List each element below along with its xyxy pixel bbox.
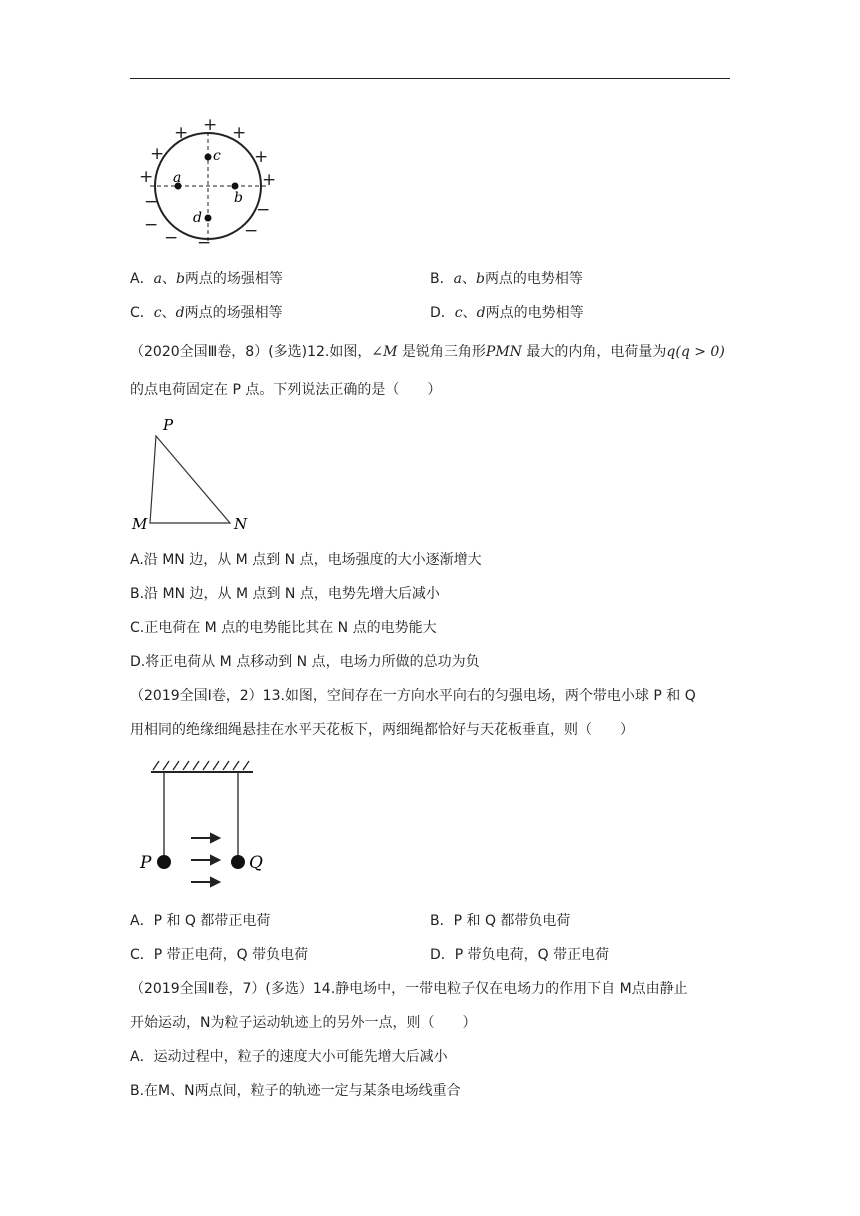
pendulum-charges-figure [135,758,275,896]
vertex-n-label: N [234,515,248,533]
triangle-pmn [150,436,230,523]
label-c: c [213,148,221,164]
plus-sign: + [254,147,269,167]
minus-sign: − [144,192,159,212]
q12-stem-line2: 的点电荷固定在 P 点。下列说法正确的是（ ） [130,382,442,398]
q14-option-a: A．运动过程中，粒子的速度大小可能先增大后减小 [130,1049,448,1065]
charged-sphere-figure [130,112,290,252]
q14-option-b: B.在M、N两点间，粒子的轨迹一定与某条电场线重合 [130,1083,461,1099]
ball-p-label: P [140,853,152,873]
minus-sign: − [144,215,159,235]
q11-option-a: A．a、b两点的场强相等 [130,271,283,287]
ball-q [231,855,245,869]
q14-stem-line1: （2019全国Ⅱ卷，7）(多选）14.静电场中，一带电粒子仅在电场力的作用下自 M点由静止 [130,981,688,997]
q13-option-a: A．P 和 Q 都带正电荷 [130,913,271,929]
q14-stem-line2: 开始运动，N为粒子运动轨迹上的另外一点，则（ ） [130,1015,477,1031]
field-arrow [191,856,219,864]
plus-sign: + [139,167,154,187]
field-arrow [191,834,219,842]
plus-sign: + [174,123,189,143]
plus-sign: + [203,115,218,135]
minus-sign: − [164,228,179,248]
vertex-m-label: M [132,515,148,533]
label-d: d [193,210,202,226]
field-arrow [191,878,219,886]
header-rule [130,78,730,79]
plus-sign: + [262,170,277,190]
label-b: b [234,190,243,206]
ball-p [157,855,171,869]
q13-option-d: D．P 带负电荷，Q 带正电荷 [430,947,610,963]
point-c [205,154,212,161]
minus-sign: − [197,233,212,252]
vertex-p-label: P [163,416,174,434]
label-a: a [173,170,182,186]
q12-option-d: D.将正电荷从 M 点移动到 N 点，电场力所做的总功为负 [130,654,480,670]
q11-option-c: C．c、d两点的场强相等 [130,305,283,321]
q11-option-b: B．a、b两点的电势相等 [430,271,583,287]
q13-option-c: C．P 带正电荷，Q 带负电荷 [130,947,309,963]
plus-sign: + [150,144,165,164]
minus-sign: − [244,221,259,241]
q12-stem-line1: （2020全国Ⅲ卷，8）(多选)12.如图，∠M 是锐角三角形PMN 最大的内角，电荷量为q(q > 0) [130,344,725,360]
q12-option-a: A.沿 MN 边，从 M 点到 N 点，电场强度的大小逐渐增大 [130,552,482,568]
point-d [205,215,212,222]
q12-option-b: B.沿 MN 边，从 M 点到 N 点，电势先增大后减小 [130,586,440,602]
triangle-pmn-figure [130,414,260,536]
q13-stem-line1: （2019全国Ⅰ卷，2）13.如图，空间存在一方向水平向右的匀强电场，两个带电小球 P 和 Q [130,688,696,704]
q11-option-d: D．c、d两点的电势相等 [430,305,584,321]
q13-stem-line2: 用相同的绝缘细绳悬挂在水平天花板下，两细绳都恰好与天花板垂直，则（ ） [130,722,634,738]
minus-sign: − [256,200,271,220]
plus-sign: + [232,123,247,143]
q13-option-b: B．P 和 Q 都带负电荷 [430,913,571,929]
q12-option-c: C.正电荷在 M 点的电势能比其在 N 点的电势能大 [130,620,437,636]
ball-q-label: Q [249,853,263,873]
point-b [232,183,239,190]
